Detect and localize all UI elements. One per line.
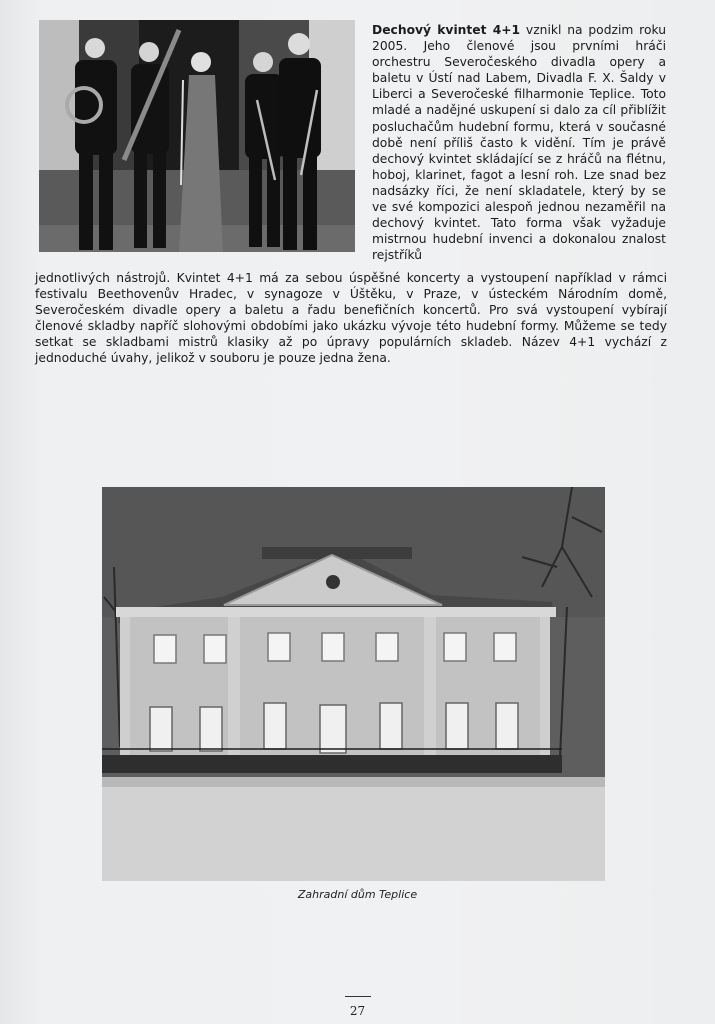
building-photo-drawing <box>102 487 605 881</box>
building-photo <box>102 487 605 881</box>
figure-caption: Zahradní dům Teplice <box>297 888 418 901</box>
article-title: Dechový kvintet 4+1 <box>372 23 521 37</box>
article-intro-text: vznikl na podzim roku 2005. Jeho členové jsou prvními hráči orchestru Severočeského divadla opery a baletu v Ústí nad Labem, Divadla F. X. Šaldy v Liberci a Severočeské filharmonie Teplice. Toto mladé a nadějné uskupení si dalo za cíl přiblížit posluchačům hudební formu, která v současné době není příliš často k vidění. Tím je právě dechový kvintet skládající se z hráčů na flétnu, hoboj, klarinet, fagot a lesní roh. Lze snad bez nadsázky říci, že není skladatele, který by se ve své kompozici alespoň jednou nezaměřil na dechový kvintet. Tato forma však vyžaduje mistrnou hudební invenci a dokonalou znalost rejstříků <box>372 23 667 263</box>
quintet-photo-drawing <box>39 20 355 252</box>
page-number: 27 <box>349 1004 366 1018</box>
page-number-rule <box>345 996 371 997</box>
article-body-text: jednotlivých nástrojů. Kvintet 4+1 má za sebou úspěšné koncerty a vystoupení například v rámci festivalu Beethovenův Hradec, v synagoze v Úštěku, v Praze, v ústeckém Národním domě, Severočeském divadle opery a baletu a řadu benefičních koncertů. Pro svá vystoupení vybírají členové skladby napříč slohovými obdobími jako ukázku vývoje této hudební formy. Můžeme se tedy setkat se skladbami mistrů klasiky až po úpravy populárních skladeb. Název 4+1 vychází z jednoduché úvahy, jelikož v souboru je pouze jedna žena. <box>35 271 667 366</box>
quintet-photo <box>39 20 355 252</box>
article-intro-column <box>372 22 666 263</box>
